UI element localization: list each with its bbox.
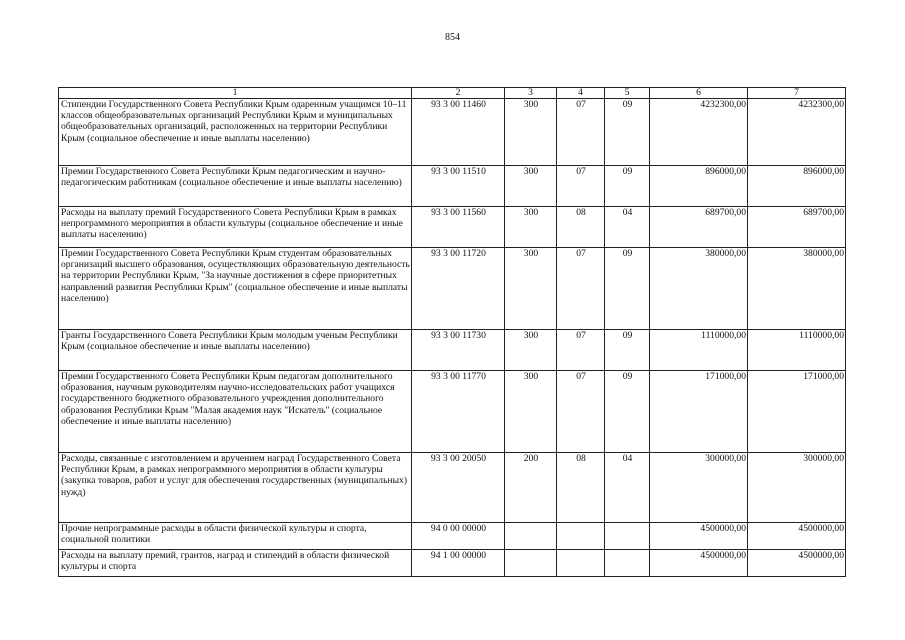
row-col4-cell: 08 <box>557 453 605 523</box>
row-col3-cell <box>505 550 557 577</box>
row-col7-amount: 689700,00 <box>748 207 846 248</box>
row-col4-cell: 07 <box>557 330 605 371</box>
row-col6-amount: 171000,00 <box>650 371 748 453</box>
row-col6-amount: 4500000,00 <box>650 523 748 550</box>
row-name-cell: Расходы на выплату премий, грантов, наград и стипендий в области физической культуры и спорта <box>59 550 412 577</box>
row-col7-amount: 1110000,00 <box>748 330 846 371</box>
row-code-cell: 94 0 00 00000 <box>412 523 505 550</box>
table-row <box>59 550 846 577</box>
table-row <box>59 166 846 207</box>
row-col5-cell: 09 <box>605 99 650 166</box>
row-col5-cell: 09 <box>605 371 650 453</box>
row-code-cell: 93 3 00 11720 <box>412 248 505 330</box>
row-code-cell: 94 1 00 00000 <box>412 550 505 577</box>
row-name-cell: Гранты Государственного Совета Республики Крым молодым ученым Республики Крым (социальное обеспечение и иные выплаты населению) <box>59 330 412 371</box>
row-col6-amount: 1110000,00 <box>650 330 748 371</box>
row-col6-amount: 896000,00 <box>650 166 748 207</box>
header-row <box>59 88 846 99</box>
column-header-5: 5 <box>605 88 650 99</box>
row-col7-amount: 4232300,00 <box>748 99 846 166</box>
row-code-cell: 93 3 00 20050 <box>412 453 505 523</box>
row-col3-cell: 300 <box>505 207 557 248</box>
row-name-cell: Стипендии Государственного Совета Республики Крым одаренным учащимся 10–11 классов общеобразовательных организаций Республики Крым и муниципальных общеобразовательных организаций, расположенных на территории Республики Крым (социальное обеспечение и иные выплаты населению) <box>59 99 412 166</box>
budget-table <box>58 87 846 577</box>
table-row <box>59 248 846 330</box>
row-col3-cell: 300 <box>505 371 557 453</box>
row-code-cell: 93 3 00 11730 <box>412 330 505 371</box>
row-code-cell: 93 3 00 11460 <box>412 99 505 166</box>
row-col7-amount: 300000,00 <box>748 453 846 523</box>
page-number: 854 <box>445 32 460 43</box>
row-col3-cell: 300 <box>505 330 557 371</box>
table-row <box>59 371 846 453</box>
column-header-4: 4 <box>557 88 605 99</box>
column-header-7: 7 <box>748 88 846 99</box>
row-col4-cell: 07 <box>557 99 605 166</box>
row-name-cell: Премии Государственного Совета Республики Крым педагогам дополнительного образования, научным руководителям научно-исследовательских работ учащихся государственного бюджетного образовательного учреждения дополнительного образования Республики Крым "Малая академия наук "Искатель" (социальное обеспечение и иные выплаты населению) <box>59 371 412 453</box>
row-col7-amount: 4500000,00 <box>748 523 846 550</box>
row-col4-cell <box>557 523 605 550</box>
row-code-cell: 93 3 00 11770 <box>412 371 505 453</box>
row-col6-amount: 4232300,00 <box>650 99 748 166</box>
row-col5-cell: 04 <box>605 207 650 248</box>
row-name-cell: Премии Государственного Совета Республики Крым студентам образовательных организаций высшего образования, осуществляющих образовательную деятельность на территории Республики Крым, "За научные достижения в сфере приоритетных направлений развития Республики Крым" (социальное обеспечение и иные выплаты населению) <box>59 248 412 330</box>
row-code-cell: 93 3 00 11560 <box>412 207 505 248</box>
row-col7-amount: 171000,00 <box>748 371 846 453</box>
table-row <box>59 330 846 371</box>
table-row <box>59 99 846 166</box>
row-col7-amount: 380000,00 <box>748 248 846 330</box>
column-header-1: 1 <box>59 88 412 99</box>
row-col3-cell: 200 <box>505 453 557 523</box>
column-header-6: 6 <box>650 88 748 99</box>
row-col3-cell: 300 <box>505 166 557 207</box>
row-col5-cell: 04 <box>605 453 650 523</box>
row-col6-amount: 4500000,00 <box>650 550 748 577</box>
column-header-2: 2 <box>412 88 505 99</box>
row-col3-cell: 300 <box>505 99 557 166</box>
row-col6-amount: 689700,00 <box>650 207 748 248</box>
row-col4-cell: 08 <box>557 207 605 248</box>
row-col5-cell <box>605 523 650 550</box>
row-col4-cell: 07 <box>557 371 605 453</box>
row-col3-cell: 300 <box>505 248 557 330</box>
row-col5-cell: 09 <box>605 166 650 207</box>
row-name-cell: Премии Государственного Совета Республики Крым педагогическим и научно-педагогическим работникам (социальное обеспечение и иные выплаты населению) <box>59 166 412 207</box>
table-row <box>59 453 846 523</box>
row-col4-cell: 07 <box>557 166 605 207</box>
column-header-3: 3 <box>505 88 557 99</box>
row-col7-amount: 4500000,00 <box>748 550 846 577</box>
row-name-cell: Прочие непрограммные расходы в области физической культуры и спорта, социальной политики <box>59 523 412 550</box>
row-col7-amount: 896000,00 <box>748 166 846 207</box>
row-name-cell: Расходы на выплату премий Государственного Совета Республики Крым в рамках непрограммного мероприятия в области культуры (социальное обеспечение и иные выплаты населению) <box>59 207 412 248</box>
row-col5-cell: 09 <box>605 330 650 371</box>
row-name-cell: Расходы, связанные с изготовлением и вручением наград Государственного Совета Республики Крым, в рамках непрограммного мероприятия в области культуры (закупка товаров, работ и услуг для обеспечения государственных (муниципальных) нужд) <box>59 453 412 523</box>
row-col3-cell <box>505 523 557 550</box>
row-col4-cell: 07 <box>557 248 605 330</box>
table-row <box>59 523 846 550</box>
row-col5-cell <box>605 550 650 577</box>
row-col6-amount: 380000,00 <box>650 248 748 330</box>
row-col5-cell: 09 <box>605 248 650 330</box>
row-col4-cell <box>557 550 605 577</box>
row-col6-amount: 300000,00 <box>650 453 748 523</box>
table-row <box>59 207 846 248</box>
row-code-cell: 93 3 00 11510 <box>412 166 505 207</box>
